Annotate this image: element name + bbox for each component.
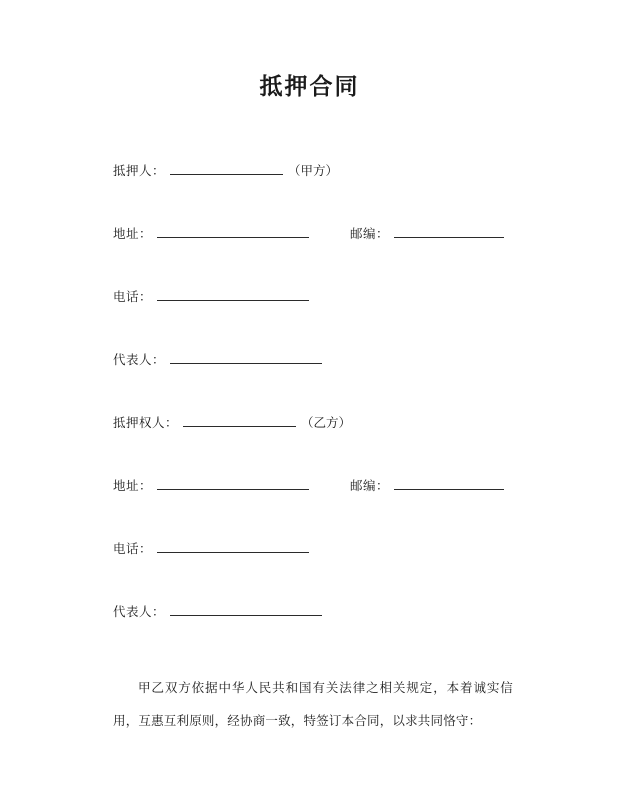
field-row-mortgagee — [113, 412, 351, 434]
party-a-address-label: 地址： — [113, 226, 153, 241]
party-b-phone-label: 电话： — [113, 541, 153, 556]
party-b-postcode-input[interactable] — [394, 476, 504, 490]
field-row-party-b-postcode — [350, 475, 506, 497]
field-row-party-a-representative — [113, 349, 324, 371]
field-row-party-b-phone — [113, 538, 311, 560]
party-a-phone-input[interactable] — [157, 287, 309, 301]
mortgagor-label: 抵押人： — [113, 163, 166, 178]
field-row-party-b-address — [113, 475, 311, 497]
party-a-tag: （甲方） — [288, 163, 339, 178]
party-b-representative-label: 代表人： — [113, 604, 166, 619]
closing-paragraph: 甲乙双方依据中华人民共和国有关法律之相关规定，本着诚实信用，互惠互利原则，经协商一致，特签订本合同，以求共同恪守： — [113, 679, 513, 728]
field-row-mortgagor — [113, 160, 338, 182]
field-row-party-a-address — [113, 223, 311, 245]
field-row-party-b-representative — [113, 601, 324, 623]
party-b-tag: （乙方） — [301, 415, 352, 430]
page-title: 抵押合同 — [259, 74, 360, 100]
party-a-representative-input[interactable] — [170, 350, 322, 364]
party-b-address-label: 地址： — [113, 478, 153, 493]
party-a-phone-label: 电话： — [113, 289, 153, 304]
mortgagee-input[interactable] — [183, 413, 296, 427]
party-b-address-input[interactable] — [157, 476, 309, 490]
party-a-representative-label: 代表人： — [113, 352, 166, 367]
field-row-party-a-postcode — [350, 223, 506, 245]
party-b-phone-input[interactable] — [157, 539, 309, 553]
party-a-postcode-label: 邮编： — [350, 226, 390, 241]
party-a-postcode-input[interactable] — [394, 224, 504, 238]
mortgagor-input[interactable] — [170, 161, 283, 175]
field-row-party-a-phone — [113, 286, 311, 308]
party-b-representative-input[interactable] — [170, 602, 322, 616]
mortgagee-label: 抵押权人： — [113, 415, 179, 430]
party-b-postcode-label: 邮编： — [350, 478, 390, 493]
party-a-address-input[interactable] — [157, 224, 309, 238]
